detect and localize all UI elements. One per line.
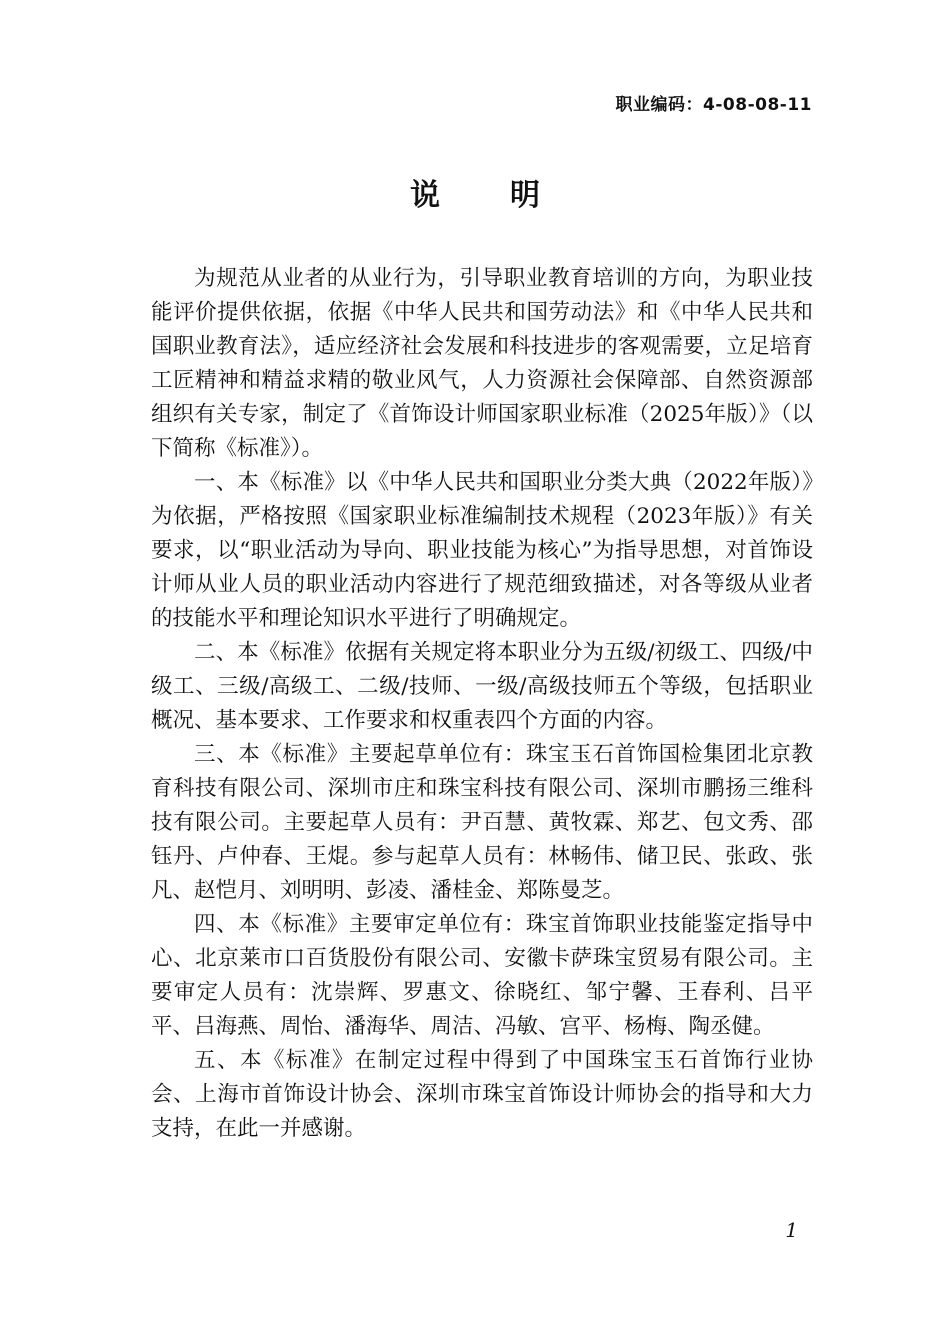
section-5-paragraph: 五、本《标准》在制定过程中得到了中国珠宝玉石首饰行业协会、上海市首饰设计协会、深圳市珠宝首饰设计师协会的指导和大力支持，在此一并感谢。 <box>151 1048 813 1141</box>
section-1-paragraph: 一、本《标准》以《中华人民共和国职业分类大典（2022年版）》为依据，严格按照《国家职业标准编制技术规程（2023年版）》有关要求，以“职业活动为导向、职业技能为核心”为指导思想，对首饰设计师从业人员的职业活动内容进行了规范细致描述，对各等级从业者的技能水平和理论知识水平进行了明确规定。 <box>151 470 814 631</box>
document-body <box>151 262 813 1146</box>
intro-paragraph: 为规范从业者的从业行为，引导职业教育培训的方向，为职业技能评价提供依据，依据《中华人民共和国劳动法》和《中华人民共和国职业教育法》，适应经济社会发展和科技进步的客观需要，立足培育工匠精神和精益求精的敬业风气，人力资源社会保障部、自然资源部组织有关专家，制定了《首饰设计师国家职业标准（2025年版）》（以下简称《标准》）。 <box>151 266 813 461</box>
section-2-paragraph: 二、本《标准》依据有关规定将本职业分为五级/初级工、四级/中级工、三级/高级工、二级/技师、一级/高级技师五个等级，包括职业概况、基本要求、工作要求和权重表四个方面的内容。 <box>151 640 813 733</box>
section-3-paragraph: 三、本《标准》主要起草单位有：珠宝玉石首饰国检集团北京教育科技有限公司、深圳市庄和珠宝科技有限公司、深圳市鹏扬三维科技有限公司。主要起草人员有：尹百慧、黄牧霖、郑艺、包文秀、邵钰丹、卢仲春、王焜。参与起草人员有：林畅伟、储卫民、张政、张凡、赵恺月、刘明明、彭凌、潘桂金、郑陈曼芝。 <box>151 742 813 903</box>
page-title <box>0 170 950 214</box>
section-4-paragraph: 四、本《标准》主要审定单位有：珠宝首饰职业技能鉴定指导中心、北京莱市口百货股份有限公司、安徽卡萨珠宝贸易有限公司。主要审定人员有：沈崇辉、罗惠文、徐晓红、邹宁馨、王春利、吕平平、吕海燕、周怡、潘海华、周洁、冯敏、宫平、杨梅、陶丞健。 <box>151 912 813 1039</box>
page-number: 1 <box>785 1218 798 1242</box>
title-char-2: 明 <box>510 178 540 213</box>
title-char-1: 说 <box>410 178 440 213</box>
occupation-code: 职业编码：4-08-08-11 <box>615 95 812 115</box>
